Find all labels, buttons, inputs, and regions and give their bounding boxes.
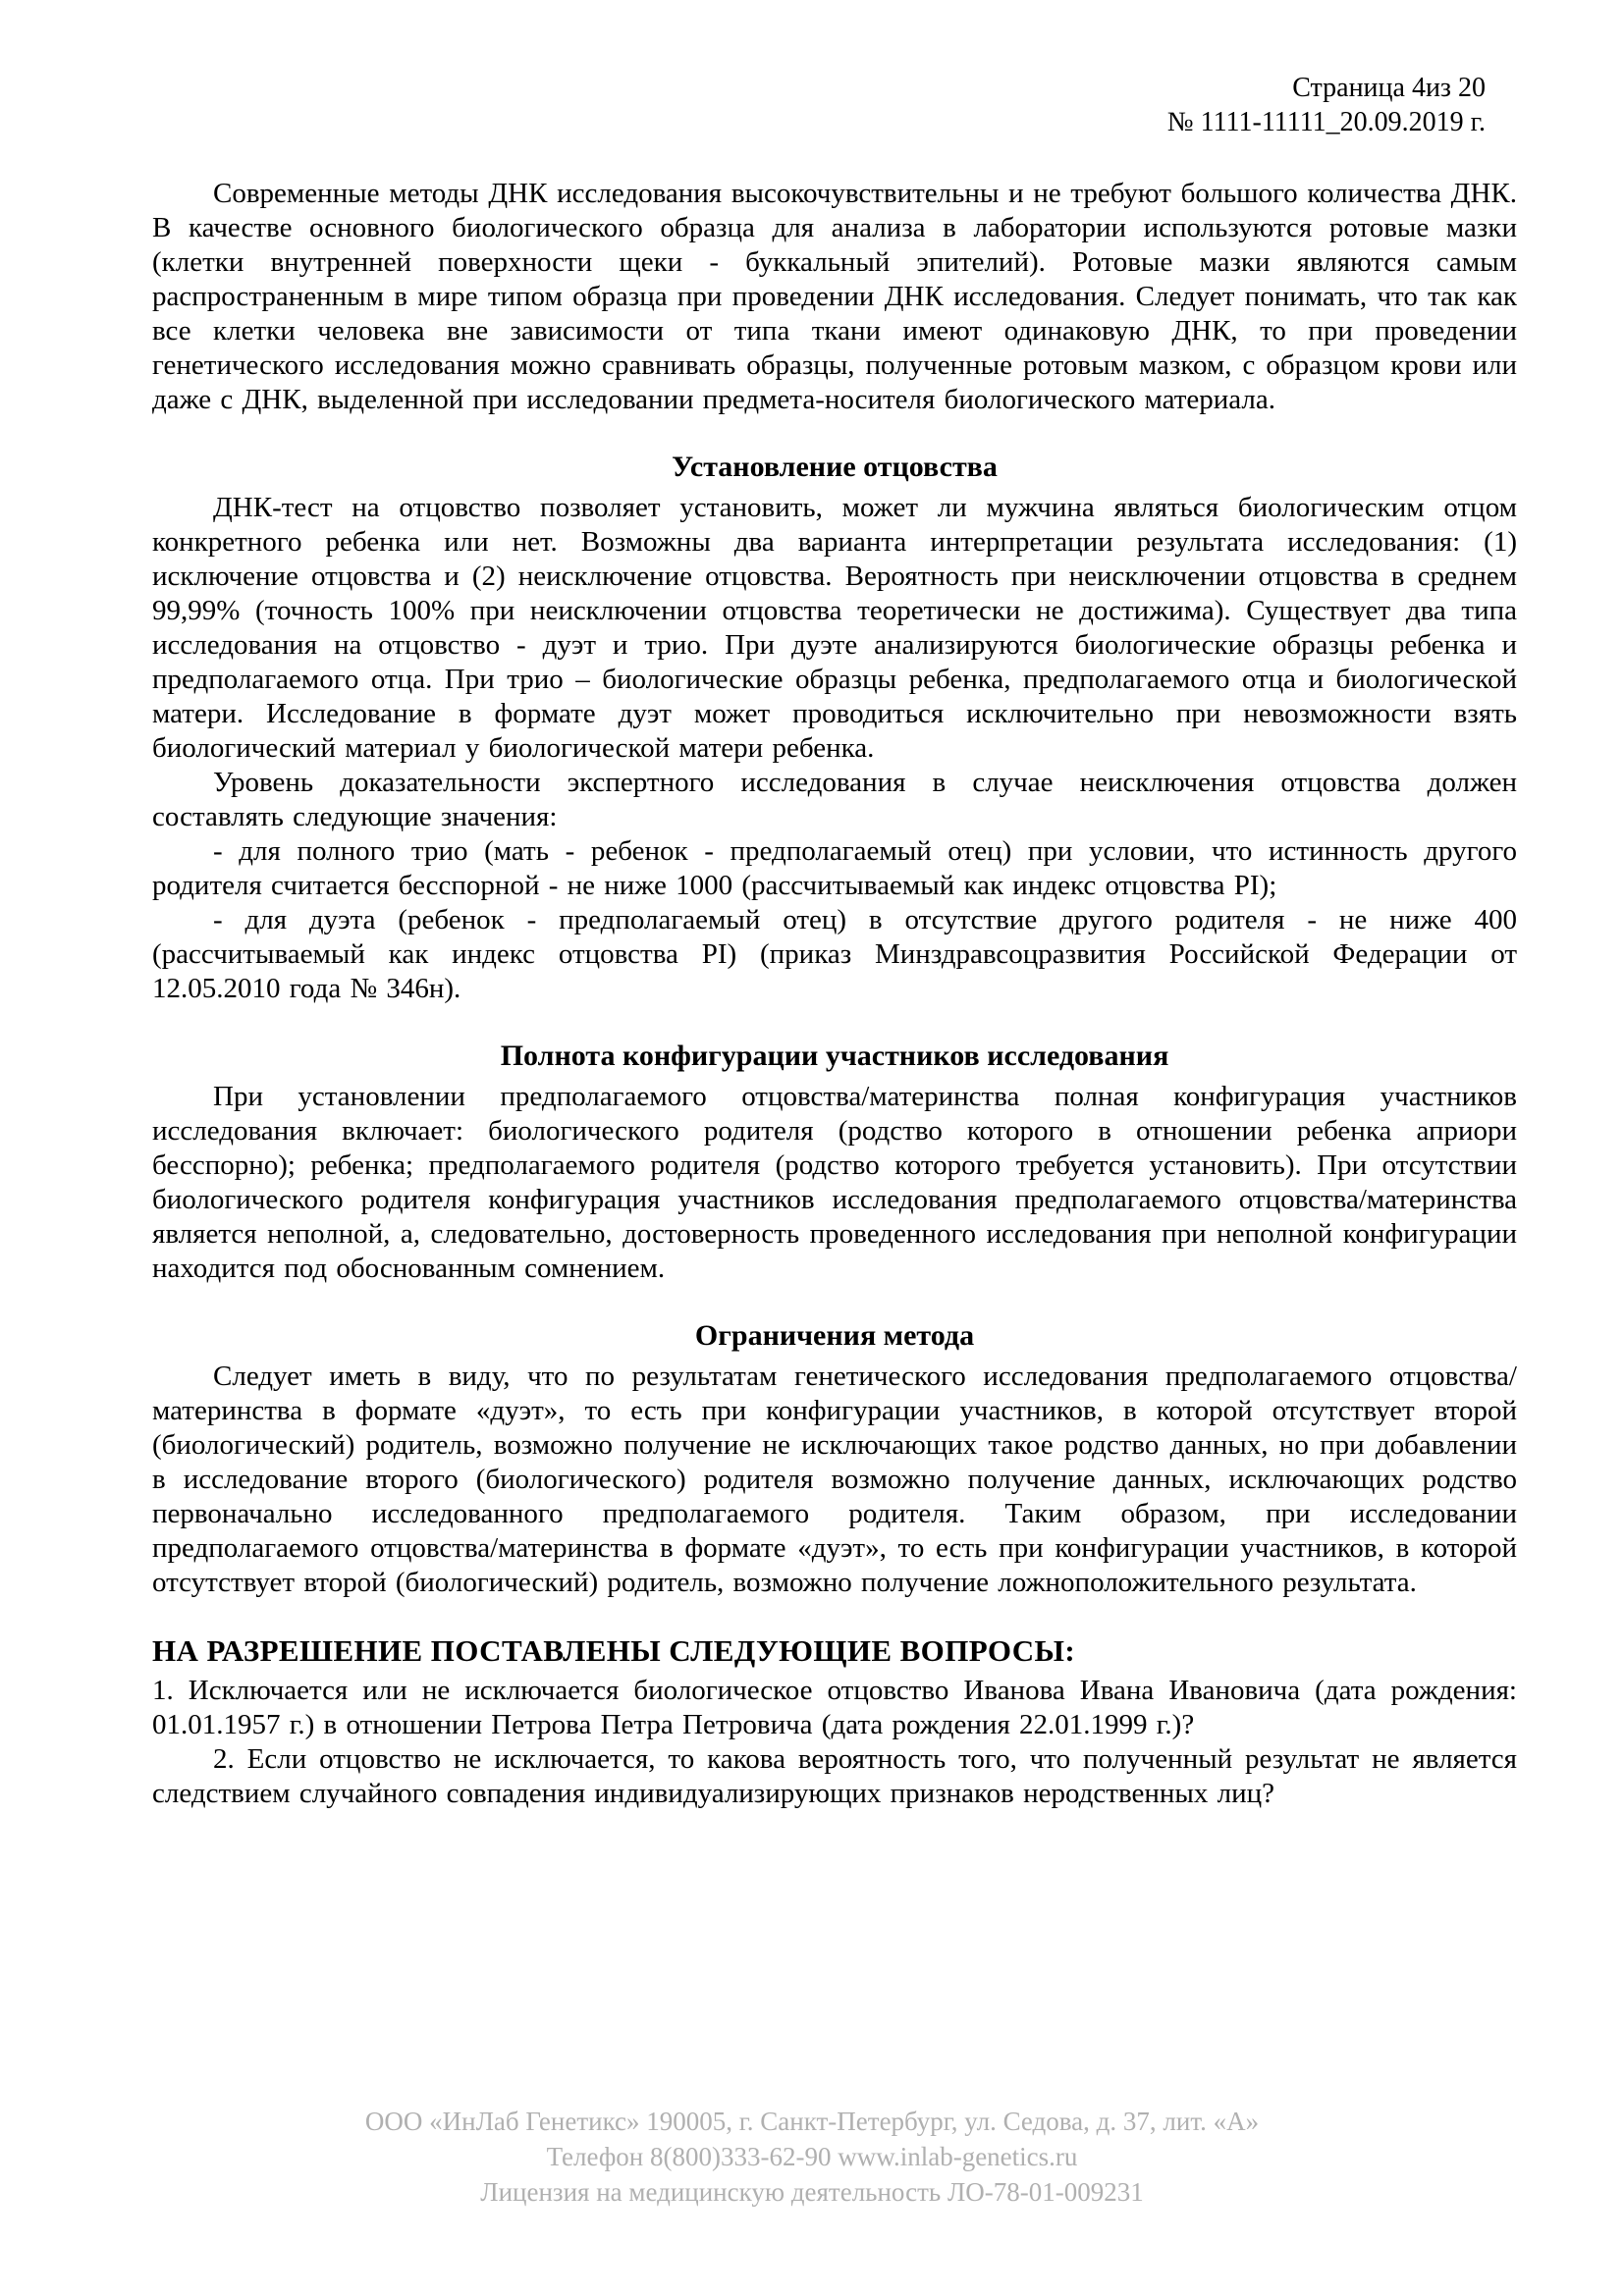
section-heading-paternity: Установление отцовства — [672, 451, 998, 483]
page-footer — [0, 2104, 1624, 2210]
section-configuration-paragraph: При установлении предполагаемого отцовства/материнства полная конфигурация участников исследования включает: биологического родителя (родство которого в отношении ребенка априори бесспорно); ребенка; предполагаемого родителя (родство которого требуется установить). При отсутствии биологического родителя конфигурация участников исследования предполагаемого отцовства/материнства является неполной, а, следовательно, достоверность проведенного исследования при неполной конфигурации находится под обоснованным сомнением. — [152, 1081, 1517, 1284]
section-heading-limitations: Ограничения метода — [694, 1319, 975, 1352]
question-item-2: 2. Если отцовство не исключается, то какова вероятность того, что полученный результат не является следствием случайного совпадения индивидуализирующих признаков неродственных лиц? — [152, 1743, 1517, 1809]
section-paternity-paragraph-2: Уровень доказательности экспертного исследования в случае неисключения отцовства должен составлять следующие значения: — [152, 767, 1517, 832]
intro-paragraph: Современные методы ДНК исследования высокочувствительны и не требуют большого количества ДНК. В качестве основного биологического образца для анализа в лаборатории используются ротовые мазки (клетки внутренней поверхности щеки - буккальный эпителий). Ротовые мазки являются самым распространенным в мире типом образца при проведении ДНК исследования. Следует понимать, что так как все клетки человека вне зависимости от типа ткани имеют одинаковую ДНК, то при проведении генетического исследования можно сравнивать образцы, полученные ротовым мазком, с образцом крови или даже с ДНК, выделенной при исследовании предмета-носителя биологического материала. — [152, 178, 1517, 415]
question-item-1: 1. Исключается или не исключается биологическое отцовство Иванова Ивана Ивановича (дата рождения: 01.01.1957 г.) в отношении Петрова Петра Петровича (дата рождения 22.01.1999 г.)? — [152, 1675, 1517, 1740]
section-paternity-bullet-duet: - для дуэта (ребенок - предполагаемый отец) в отсутствие другого родителя - не ниже 400 (рассчитываемый как индекс отцовства PI) (приказ Минздравсоцразвития Российской Федерации от 12.05.2010 года № 346н). — [152, 904, 1517, 1004]
page-header — [152, 71, 1517, 139]
document-number-label: № 1111-11111_20.09.2019 г. — [1166, 107, 1486, 137]
section-heading-configuration: Полнота конфигурации участников исследования — [500, 1040, 1169, 1072]
section-paternity-bullet-trio: - для полного трио (мать - ребенок - предполагаемый отец) при условии, что истинность другого родителя считается бесспорной - не ниже 1000 (рассчитываемый как индекс отцовства PI); — [152, 835, 1517, 901]
section-limitations-paragraph: Следует иметь в виду, что по результатам генетического исследования предполагаемого отцовства/материнства в формате «дуэт», то есть при конфигурации участников, в которой отсутствует второй (биологический) родитель, возможно получение не исключающих такое родство данных, но при добавлении в исследование второго (биологического) родителя возможно получение данных, исключающих родство первоначально исследованного предполагаемого родителя. Таким образом, при исследовании предполагаемого отцовства/материнства в формате «дуэт», то есть при конфигурации участников, в которой отсутствует второй (биологический) родитель, возможно получение ложноположительного результата. — [152, 1361, 1517, 1598]
document-body — [152, 177, 1517, 1811]
questions-heading: НА РАЗРЕШЕНИЕ ПОСТАВЛЕНЫ СЛЕДУЮЩИЕ ВОПРОСЫ: — [152, 1633, 1076, 1668]
footer-company-address: ООО «ИнЛаб Генетикс» 190005, г. Санкт-Петербург, ул. Седова, д. 37, лит. «А» — [364, 2107, 1260, 2136]
page-number-label: Страница 4из 20 — [1292, 73, 1486, 103]
footer-license: Лицензия на медицинскую деятельность ЛО-78-01-009231 — [480, 2177, 1144, 2207]
footer-phone-website: Телефон 8(800)333-62-90 www.inlab-genetics.ru — [546, 2142, 1078, 2171]
section-paternity-paragraph-1: ДНК-тест на отцовство позволяет установить, может ли мужчина являться биологическим отцом конкретного ребенка или нет. Возможны два варианта интерпретации результата исследования: (1) исключение отцовства и (2) неисключение отцовства. Вероятность при неисключении отцовства в среднем 99,99% (точность 100% при неисключении отцовства теоретически не достижима). Существует два типа исследования на отцовство - дуэт и трио. При дуэте анализируются биологические образцы ребенка и предполагаемого отца. При трио – биологические образцы ребенка, предполагаемого отца и биологической матери. Исследование в формате дуэт может проводиться исключительно при невозможности взять биологический материал у биологической матери ребенка. — [152, 492, 1517, 764]
